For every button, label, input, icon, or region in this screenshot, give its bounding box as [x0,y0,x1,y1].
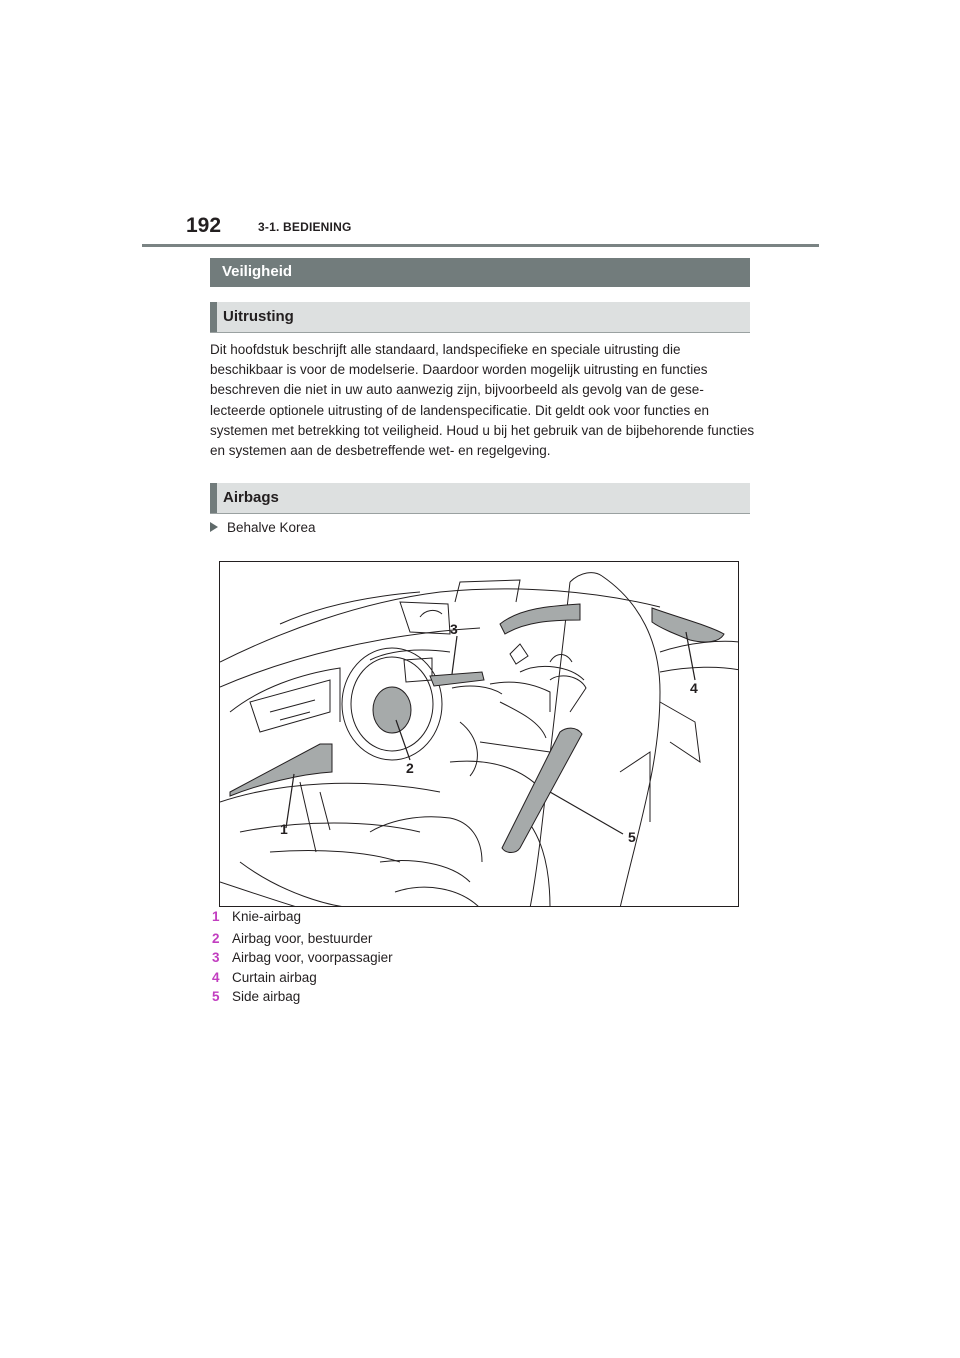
bullet-item [210,520,316,535]
callout-4: 4 [690,680,698,696]
page-number: 192 [186,214,222,237]
callout-3: 3 [450,621,458,637]
chapter-title-bar [210,258,750,287]
callout-line-5 [550,792,623,834]
section-title: Uitrusting [223,308,294,325]
legend-item [212,950,393,965]
airbag-illustration [219,561,739,907]
section-bar-airbags [210,483,750,514]
callout-line-1 [286,774,294,828]
legend-label: Airbag voor, voorpassagier [232,950,393,965]
legend-number: 1 [212,909,220,924]
callout-5: 5 [628,829,636,845]
legend-item [212,989,300,1004]
header-rule [142,244,819,247]
legend-item [212,970,317,985]
legend-label: Airbag voor, bestuurder [232,931,373,946]
callout-2: 2 [406,760,414,776]
passenger-airbag-shape [430,672,484,686]
legend-label: Curtain airbag [232,970,317,985]
section-title: Airbags [223,489,279,506]
legend-item [212,931,372,946]
driver-airbag-shape [373,687,411,733]
legend-number: 4 [212,970,220,985]
legend-label: Knie-airbag [232,909,302,924]
curtain-airbag-left-shape [500,604,580,634]
legend-item [212,909,301,924]
legend-label: Side airbag [232,989,301,1004]
curtain-airbag-right-shape [652,608,724,642]
legend-number: 5 [212,989,220,1004]
callout-1: 1 [280,821,288,837]
section-bar-uitrusting [210,302,750,333]
legend-number: 3 [212,950,220,965]
legend-number: 2 [212,931,220,946]
section-header: 3-1. BEDIENING [258,220,352,234]
callout-line-3 [452,636,457,674]
chapter-title: Veiligheid [222,263,293,280]
body-paragraph: Dit hoofdstuk beschrijft alle standaard, landspecifieke en speciale uitrusting die beschikbaar is voor de modelserie. Daardoor worden mogelijk uitrusting en functies beschreven die niet in uw auto aanwezig zijn, bijvoorbeeld als gevolg van de gese-lecteerde optionele uitrusting of de landenspecificatie. Dit geldt ook voor functies en systemen met betrekking tot veiligheid. Houd u bij het gebruik van de bijbehorende functies en systemen aan de desbetreffende wet- en regelgeving. [210,342,755,459]
car-interior-drawing [220,562,739,907]
triangle-bullet-icon [210,522,218,532]
bullet-text: Behalve Korea [227,520,316,535]
